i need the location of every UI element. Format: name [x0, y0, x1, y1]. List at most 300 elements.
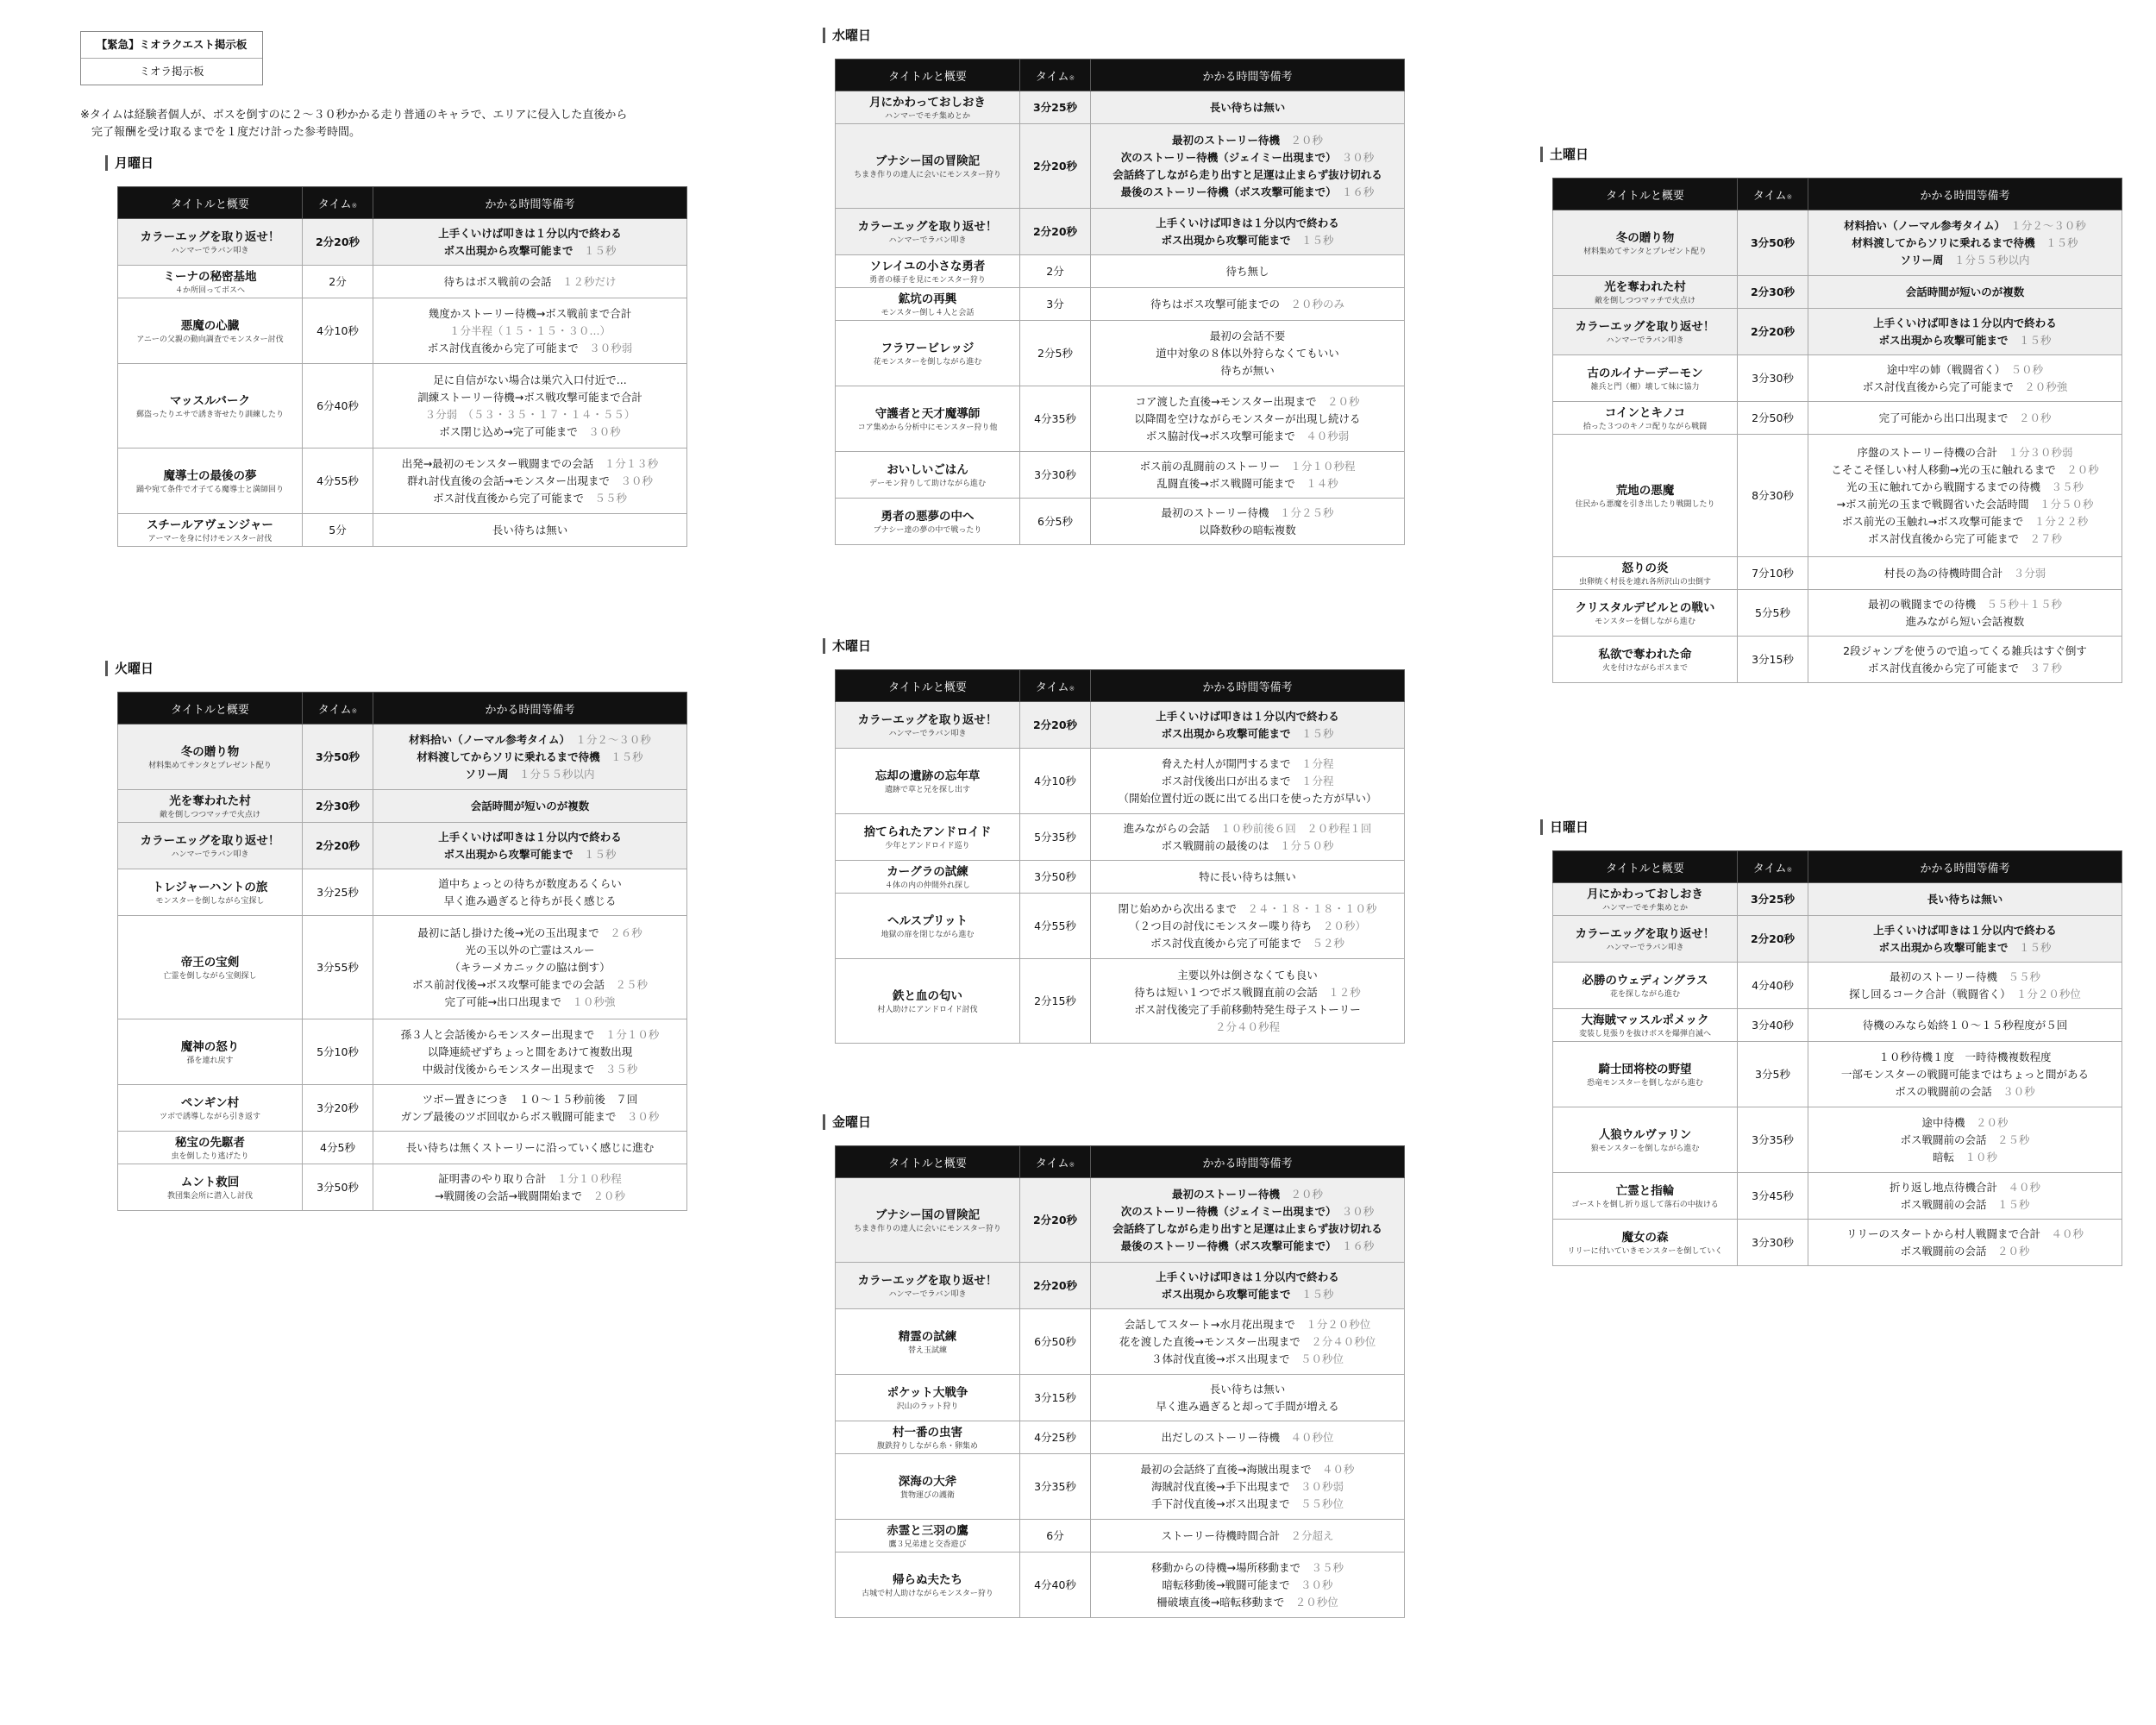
time-footnote-mark: ※	[351, 706, 358, 715]
note-text: 光の玉以外の亡霊はスルー	[465, 943, 595, 957]
note-line	[376, 522, 684, 539]
quest-name[interactable]: ミーナの秘密基地	[163, 269, 257, 284]
column-header-notes: かかる時間等備考	[1091, 1146, 1405, 1178]
quest-title-cell	[836, 959, 1020, 1044]
quest-name[interactable]: 魔女の森	[1621, 1230, 1669, 1245]
note-duration: ４０秒位	[1280, 1430, 1334, 1444]
day-title: 金曜日	[823, 1114, 871, 1130]
note-line	[1811, 1017, 2119, 1034]
quest-summary: 花モンスターを倒しながら進む	[873, 357, 982, 367]
note-line	[1094, 428, 1401, 445]
quest-notes	[1091, 702, 1405, 749]
quest-title-cell	[1553, 309, 1738, 355]
quest-name[interactable]: スチールアヴェンジャー	[147, 518, 273, 532]
quest-title-cell	[118, 1132, 303, 1164]
note-text: 最初のストーリー待機	[1171, 1187, 1280, 1201]
column-header-notes: かかる時間等備考	[1091, 60, 1405, 91]
quest-name[interactable]: 鉄と血の匂い	[893, 988, 962, 1003]
note-text: 閉じ始めから次出るまで	[1118, 901, 1237, 915]
quest-row	[118, 1085, 687, 1132]
quest-name[interactable]: おいしいごはん	[887, 462, 968, 477]
note-text: 群れ討伐直後の会話→モンスター出現まで	[406, 474, 611, 487]
quest-row	[118, 1132, 687, 1164]
note-text: 探し回るコーク合計（戦闘省く）	[1849, 987, 2006, 1000]
note-line	[376, 1108, 684, 1126]
note-line	[1094, 918, 1401, 935]
note-line	[1811, 479, 2119, 496]
column-header-title: タイトルと概要	[1553, 179, 1738, 210]
quest-name[interactable]: 怒りの炎	[1621, 561, 1669, 575]
note-line	[1094, 1559, 1401, 1577]
quest-name[interactable]: カラーエッグを取り返せ！	[857, 219, 998, 234]
note-line	[376, 893, 684, 910]
quest-summary: モンスターを倒しながら進む	[1595, 617, 1695, 626]
quest-notes	[1808, 1173, 2122, 1220]
column-header-time: タイム※	[1020, 1146, 1091, 1178]
quest-table	[835, 669, 1405, 1044]
quest-title-cell	[836, 1520, 1020, 1552]
quest-name[interactable]: カラーエッグを取り返せ！	[140, 229, 280, 244]
quest-summary: アニーの父親の動向調査でモンスター討伐	[136, 335, 284, 344]
quest-time: 3分30秒	[1020, 452, 1091, 499]
quest-name[interactable]: 秘宝の先駆者	[175, 1135, 245, 1150]
note-duration: ５５秒	[584, 491, 628, 505]
quest-summary: 勇者の様子を見にモンスター狩り	[869, 275, 986, 285]
quest-notes	[1091, 91, 1405, 124]
quest-name[interactable]: 帰らぬ夫たち	[893, 1572, 962, 1587]
board-subtitle[interactable]: ミオラ掲示板	[139, 65, 204, 78]
quest-name[interactable]: フラワービレッジ	[881, 341, 975, 355]
quest-notes	[1091, 814, 1405, 861]
note-line	[376, 473, 684, 490]
note-line	[376, 994, 684, 1011]
note-text: 長い待ちは無くストーリーに沿っていく感じに進む	[405, 1140, 655, 1154]
note-duration: １５秒	[2008, 333, 2052, 347]
quest-title-cell	[836, 861, 1020, 894]
quest-name[interactable]: 精霊の試練	[898, 1329, 957, 1344]
quest-notes	[1808, 916, 2122, 963]
note-duration: ４０秒	[1311, 1462, 1355, 1476]
quest-title-cell	[836, 1178, 1020, 1263]
quest-name[interactable]: 赤霊と三羽の鷹	[887, 1523, 968, 1538]
note-line	[1094, 475, 1401, 492]
note-line	[1811, 660, 2119, 677]
note-text: ３体討伐直後→ボス出現まで	[1151, 1352, 1290, 1365]
quest-time: 2分50秒	[1738, 402, 1808, 435]
note-text: ボス戦闘前の会話	[1900, 1197, 1987, 1211]
quest-name[interactable]: カラーエッグを取り返せ！	[857, 712, 998, 727]
note-text: ボス討伐直後から完了可能まで	[1150, 936, 1301, 950]
quest-notes	[1808, 1107, 2122, 1173]
quest-time: 3分25秒	[1738, 883, 1808, 916]
note-duration: ５５秒位	[1289, 1496, 1344, 1510]
note-text: 進みながらの会話	[1123, 821, 1210, 835]
quest-name[interactable]: 捨てられたアンドロイド	[863, 825, 992, 839]
quest-summary: 沢山のラット狩り	[896, 1402, 959, 1411]
quest-name[interactable]: 帝王の宝剣	[180, 955, 240, 969]
note-line	[1094, 1478, 1401, 1496]
quest-name[interactable]: 深海の大斧	[898, 1474, 957, 1489]
quest-notes	[1808, 637, 2122, 683]
note-text: 証明書のやり取り合計	[438, 1171, 547, 1185]
note-text: ボス出現から攻撃可能まで	[1161, 233, 1291, 247]
note-line	[376, 423, 684, 441]
note-line	[1811, 613, 2119, 630]
note-duration: ３０秒	[1331, 1204, 1375, 1218]
note-text: 手下討伐直後→ボス出現まで	[1151, 1496, 1290, 1510]
note-line	[1811, 461, 2119, 479]
note-line	[1094, 1461, 1401, 1478]
quest-row	[118, 298, 687, 364]
quest-title-cell	[1553, 883, 1738, 916]
quest-name[interactable]: 魔導士の最後の夢	[163, 468, 257, 483]
quest-name[interactable]: 冬の贈り物	[1615, 230, 1675, 245]
quest-row	[1553, 1107, 2122, 1173]
quest-row	[836, 321, 1405, 386]
quest-notes	[1091, 124, 1405, 209]
quest-notes	[1091, 255, 1405, 288]
note-text: 最初の会話終了直後→海賊出現まで	[1140, 1462, 1312, 1476]
column-header-notes: かかる時間等備考	[373, 693, 687, 724]
quest-title-cell	[1553, 435, 1738, 557]
quest-name[interactable]: カラーエッグを取り返せ！	[857, 1273, 998, 1288]
note-text: 待ちはボス攻撃可能までの	[1150, 297, 1280, 310]
note-duration: ３０秒弱	[578, 341, 633, 354]
quest-title-cell	[836, 499, 1020, 545]
quest-time: 3分25秒	[1020, 91, 1091, 124]
quest-summary: ゴーストを倒し折り返して落石の中抜ける	[1571, 1200, 1719, 1209]
note-line	[1094, 1594, 1401, 1611]
note-text: ソリー周	[1900, 253, 1944, 267]
quest-summary: 遺跡で草と兄を探し出す	[884, 785, 970, 794]
column-header-title: タイトルと概要	[836, 1146, 1020, 1178]
quest-name[interactable]: カラーエッグを取り返せ！	[140, 833, 280, 848]
quest-time: 3分50秒	[1738, 210, 1808, 276]
note-line	[1811, 596, 2119, 613]
quest-time: 6分40秒	[303, 364, 373, 448]
quest-summary: ４か所回ってボスへ	[174, 285, 245, 295]
quest-time: 3分35秒	[1020, 1454, 1091, 1520]
note-duration: １５秒	[1986, 1197, 2030, 1211]
note-line	[376, 1139, 684, 1157]
note-duration: １５秒	[599, 750, 643, 763]
quest-name[interactable]: 必勝のウェディングラス	[1582, 973, 1708, 988]
quest-notes	[1091, 288, 1405, 321]
quest-name[interactable]: ソレイユの小さな勇者	[869, 259, 986, 273]
quest-title-cell	[836, 91, 1020, 124]
note-text: 上手くいけば叩きは１分以内で終わる	[438, 226, 622, 240]
quest-summary: 敵を倒しつつマッチで火点け	[1595, 296, 1695, 305]
note-line	[376, 323, 684, 340]
quest-name[interactable]: 魔神の怒り	[180, 1039, 240, 1054]
quest-name[interactable]: 光を奪われた村	[169, 794, 251, 808]
quest-row	[118, 1019, 687, 1085]
quest-summary: 火を付けながらボスまで	[1601, 663, 1688, 673]
note-text: 早く進み過ぎると待ちが長く感じる	[443, 894, 617, 907]
quest-title-cell	[1553, 590, 1738, 637]
quest-name[interactable]: カーグラの試練	[887, 864, 968, 879]
quest-summary: モンスター倒し４人と会話	[881, 308, 975, 317]
note-text: 最初のストーリー待機	[1171, 133, 1280, 147]
note-text: ソリー周	[465, 767, 509, 781]
note-line	[1094, 215, 1401, 232]
note-text: ボス出現から攻撃可能まで	[1878, 940, 2009, 954]
quest-name[interactable]: 私欲で奪われた命	[1598, 647, 1692, 662]
note-duration: １０秒	[1954, 1150, 1998, 1164]
quest-row	[118, 448, 687, 514]
note-text: 上手くいけば叩きは１分以内で終わる	[1873, 316, 2057, 329]
time-footnote-mark: ※	[1069, 73, 1075, 82]
quest-title-cell	[836, 1375, 1020, 1421]
note-text: 材料拾い（ノーマル参考タイム）	[1844, 218, 2000, 232]
note-text: 材料渡してからソリに乗れるまで待機	[1852, 235, 2035, 249]
quest-row	[1553, 1042, 2122, 1107]
note-duration: ５０秒位	[1289, 1352, 1344, 1365]
time-footnote-mark: ※	[1786, 192, 1793, 201]
quest-row	[836, 861, 1405, 894]
note-text: 2段ジャンプを使うので追ってくる雑兵はすぐ倒す	[1843, 643, 2087, 657]
note-text: 会話終了しながら走り出すと足運は止まらず抜け切れる	[1112, 167, 1382, 181]
note-line	[1094, 756, 1401, 773]
note-line	[376, 1170, 684, 1188]
note-text: ボス脇討伐→ボス攻撃可能まで	[1145, 429, 1295, 442]
quest-notes	[1091, 1178, 1405, 1263]
quest-name[interactable]: ポケット大戦争	[887, 1385, 968, 1400]
note-duration: １分５０秒	[1269, 838, 1334, 852]
note-duration: １５秒	[573, 243, 617, 257]
note-text: 材料渡してからソリに乗れるまで待機	[417, 750, 600, 763]
quest-notes	[373, 1019, 687, 1085]
quest-summary: 郵盗ったりエサで誘き寄せたり訓練したり	[135, 410, 284, 419]
quest-name[interactable]: ペンギン村	[180, 1095, 240, 1110]
quest-row	[1553, 210, 2122, 276]
note-text: 早く進み過ぎると却って手間が増える	[1156, 1399, 1339, 1413]
quest-title-cell	[118, 1085, 303, 1132]
quest-name[interactable]: 忘却の遺跡の忘年草	[874, 768, 981, 783]
note-text: 乱闘直後→ボス戦闘可能まで	[1156, 476, 1295, 490]
quest-title-cell	[1553, 1009, 1738, 1042]
quest-summary: ハンマーでラバン叩き	[1606, 943, 1684, 952]
quest-row	[836, 1552, 1405, 1618]
quest-notes	[1091, 959, 1405, 1044]
note-text: ボス出現から攻撃可能まで	[1161, 1287, 1291, 1301]
quest-title-cell	[118, 266, 303, 298]
note-duration: ２０秒	[581, 1189, 625, 1202]
note-duration: ３分弱 （５３・３５・１７・１４・５５）	[424, 407, 636, 421]
quest-title-cell	[1553, 402, 1738, 435]
quest-time: 3分30秒	[1738, 1220, 1808, 1266]
quest-row	[118, 1164, 687, 1211]
quest-table	[117, 692, 687, 1211]
note-line	[1811, 315, 2119, 332]
note-duration: ４０秒弱	[1294, 429, 1350, 442]
note-text: 長い待ちは無い	[1927, 892, 2003, 906]
note-line	[1094, 1429, 1401, 1446]
note-line	[1094, 328, 1401, 345]
note-text: 長い待ちは無い	[1209, 1382, 1286, 1396]
note-text: 幾度かストーリー待機→ボス戦前まで合計	[428, 306, 632, 320]
quest-summary: ハンマーでモチ集めとか	[884, 111, 970, 121]
quest-summary: ハンマーでラバン叩き	[888, 235, 967, 245]
note-text: 進みながら短い会話複数	[1905, 614, 2025, 628]
quest-notes	[1091, 1309, 1405, 1375]
quest-row	[1553, 557, 2122, 590]
quest-notes	[1808, 355, 2122, 402]
note-line	[1811, 565, 2119, 582]
note-duration: ５５秒＋１５秒	[1976, 597, 2063, 611]
note-duration: ２分４０秒程	[1214, 1019, 1280, 1033]
quest-summary: 踊や宛て条件で才子てる魔導士と満師回り	[135, 485, 284, 494]
quest-row	[836, 255, 1405, 288]
quest-notes	[373, 364, 687, 448]
note-line	[376, 1061, 684, 1078]
quest-time: 3分20秒	[303, 1085, 373, 1132]
quest-table	[835, 1145, 1405, 1618]
note-line	[1094, 1286, 1401, 1303]
note-line	[1094, 99, 1401, 116]
quest-name[interactable]: 鉱坑の再興	[898, 292, 957, 306]
column-header-notes: かかる時間等備考	[1808, 179, 2122, 210]
note-line	[1094, 790, 1401, 807]
quest-summary: 拾った３つのキノコ配りながら戦闘	[1583, 422, 1708, 431]
quest-time: 2分15秒	[1020, 959, 1091, 1044]
quest-name[interactable]: ブナシー国の冒険記	[874, 154, 981, 168]
note-text: 中級討伐後からモンスター出現まで	[422, 1062, 595, 1076]
quest-name[interactable]: ムント救回	[180, 1175, 240, 1189]
quest-name[interactable]: 荒地の悪魔	[1615, 483, 1675, 498]
note-duration: １分２～３０秒	[1999, 218, 2086, 232]
quest-title-cell	[836, 288, 1020, 321]
quest-name[interactable]: マッスルバーク	[169, 393, 250, 408]
quest-notes	[1091, 452, 1405, 499]
quest-name[interactable]: ヘルスプリット	[887, 913, 968, 928]
quest-title-cell	[836, 386, 1020, 452]
quest-row	[836, 814, 1405, 861]
quest-title-cell	[836, 749, 1020, 814]
column-header-time: タイム※	[1020, 60, 1091, 91]
note-text: 以降数秒の暗転複数	[1199, 523, 1296, 536]
quest-name[interactable]: 冬の贈り物	[180, 744, 240, 759]
quest-name[interactable]: 月にかわっておしおき	[869, 95, 986, 110]
note-text: 長い待ちは無い	[1209, 100, 1286, 114]
quest-name[interactable]: カラーエッグを取り返せ！	[1575, 319, 1715, 334]
quest-name[interactable]: 人狼ウルヴァリン	[1598, 1127, 1692, 1142]
note-line	[376, 875, 684, 893]
note-duration: １分程	[1290, 756, 1334, 770]
note-line	[1094, 1577, 1401, 1594]
quest-row	[118, 514, 687, 547]
note-duration: １６秒	[1331, 1239, 1375, 1252]
quest-notes	[1091, 1263, 1405, 1309]
note-text: 待ちは短い１つでボス戦闘直前の会話	[1134, 985, 1318, 999]
note-text: 会話してスタート→水月花出現まで	[1124, 1317, 1295, 1331]
quest-name[interactable]: 村一番の虫害	[893, 1425, 962, 1440]
quest-row	[836, 1309, 1405, 1375]
quest-title-cell	[1553, 210, 1738, 276]
quest-notes	[1808, 309, 2122, 355]
quest-name[interactable]: 古のルイナーデーモン	[1587, 366, 1703, 380]
quest-title-cell	[836, 255, 1020, 288]
note-line	[1811, 1179, 2119, 1196]
quest-summary: リリーに付いていきモンスターを倒していく	[1567, 1246, 1723, 1256]
quest-name[interactable]: 光を奪われた村	[1604, 279, 1686, 294]
quest-summary: 住民から悪魔を引き出したり戦闘したり	[1575, 499, 1715, 509]
note-line	[1811, 969, 2119, 986]
quest-time: 3分15秒	[1020, 1375, 1091, 1421]
quest-row	[1553, 883, 2122, 916]
quest-row	[836, 1375, 1405, 1421]
note-duration: １分２０秒位	[2005, 987, 2081, 1000]
note-text: ボス討伐後完了手前移動特発生母子ストーリー	[1134, 1002, 1361, 1016]
quest-table	[1552, 850, 2122, 1266]
quest-row	[118, 790, 687, 823]
quest-name[interactable]: トレジャーハントの旅	[152, 880, 268, 894]
quest-name[interactable]: 守護者と天才魔導師	[874, 406, 981, 421]
column-header-time: タイム※	[1020, 670, 1091, 702]
note-text: 道中対象の８体以外狩らなくてもいい	[1156, 346, 1339, 360]
quest-table	[117, 186, 687, 547]
note-duration: ５０秒	[2000, 362, 2044, 376]
note-text: ボス戦闘前の最後のは	[1161, 838, 1269, 852]
note-duration: １５秒	[2034, 235, 2078, 249]
quest-title-cell	[118, 219, 303, 266]
note-text: 光の玉に触れてから戦闘するまでの待機	[1846, 480, 2040, 493]
quest-name[interactable]: コインとキノコ	[1604, 405, 1686, 420]
quest-summary: 恐竜モンスターを倒しながら進む	[1587, 1078, 1703, 1088]
quest-notes	[1808, 210, 2122, 276]
note-duration: １分５５秒以内	[508, 767, 595, 781]
quest-name[interactable]: 騎士団将校の野望	[1598, 1062, 1692, 1076]
quest-time: 5分	[303, 514, 373, 547]
note-text: 最初に話し掛けた後→光の玉出現まで	[417, 925, 599, 939]
quest-title-cell	[836, 702, 1020, 749]
note-line	[1811, 252, 2119, 269]
quest-name[interactable]: ブナシー国の冒険記	[874, 1208, 981, 1222]
note-line	[1094, 900, 1401, 918]
quest-time: 3分50秒	[303, 724, 373, 790]
quest-name[interactable]: 亡霊と指輪	[1615, 1183, 1675, 1198]
column-header-notes: かかる時間等備考	[373, 187, 687, 219]
quest-title-cell	[1553, 557, 1738, 590]
quest-name[interactable]: 勇者の悪夢の中へ	[881, 509, 975, 524]
note-line	[376, 455, 684, 473]
quest-row	[118, 869, 687, 916]
quest-name[interactable]: クリスタルデビルとの戦い	[1575, 600, 1715, 615]
note-duration: ２０秒）	[1312, 919, 1366, 932]
note-duration: １分２０秒位	[1294, 1317, 1371, 1331]
note-line	[376, 976, 684, 994]
note-line	[1094, 1333, 1401, 1351]
quest-name[interactable]: カラーエッグを取り返せ！	[1575, 926, 1715, 941]
quest-time: 2分20秒	[1738, 309, 1808, 355]
quest-name[interactable]: 大海賊マッスルポメック	[1581, 1013, 1709, 1027]
note-line	[1094, 263, 1401, 280]
quest-title-cell	[118, 916, 303, 1019]
quest-name[interactable]: 悪魔の心臓	[180, 318, 240, 333]
quest-title-cell	[1553, 916, 1738, 963]
quest-time: 3分5秒	[1738, 1042, 1808, 1107]
note-text: ボス討伐直後から完了可能まで	[432, 491, 584, 505]
note-duration: １６秒	[1331, 185, 1375, 198]
quest-time: 2分20秒	[1020, 124, 1091, 209]
time-note-line2: 完了報酬を受け取るまでを１度だけ計った参考時間。	[80, 126, 361, 139]
note-line	[1094, 1496, 1401, 1513]
quest-name[interactable]: 月にかわっておしおき	[1587, 887, 1703, 901]
quest-time: 2分20秒	[1020, 702, 1091, 749]
note-line	[1094, 345, 1401, 362]
quest-row	[118, 823, 687, 869]
quest-time: 2分30秒	[303, 790, 373, 823]
